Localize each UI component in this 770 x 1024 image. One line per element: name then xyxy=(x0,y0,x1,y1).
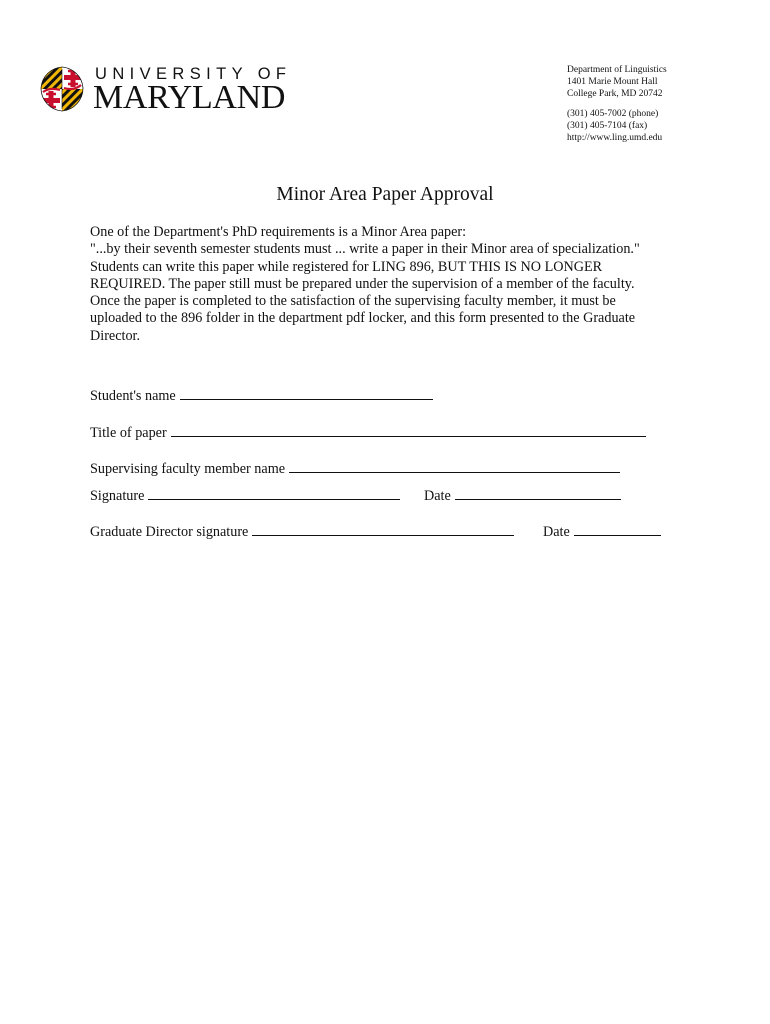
supervising-faculty-label: Supervising faculty member name xyxy=(90,461,286,477)
student-name-field[interactable] xyxy=(180,387,433,400)
signature-date-label: Date xyxy=(424,488,451,504)
graduate-director-date-label: Date xyxy=(543,524,570,540)
intro-line: Director. xyxy=(90,327,141,344)
logo-university-of: UNIVERSITY OF xyxy=(95,65,292,83)
graduate-director-row xyxy=(90,523,514,541)
intro-line: "...by their seventh semester students must ... write a paper in their Minor area of specialization." xyxy=(90,241,640,258)
title-of-paper-row xyxy=(90,424,646,442)
graduate-director-signature-field[interactable] xyxy=(252,523,514,536)
intro-line: Once the paper is completed to the satisfaction of the supervising faculty member, it must be xyxy=(90,293,616,310)
student-name-label: Student's name xyxy=(90,388,176,404)
signature-label: Signature xyxy=(90,488,145,504)
graduate-director-date-row xyxy=(543,523,661,541)
intro-line: One of the Department's PhD requirements is a Minor Area paper: xyxy=(90,224,467,240)
maryland-flag-seal-icon xyxy=(40,66,84,112)
intro-line: uploaded to the 896 folder in the department pdf locker, and this form presented to the Graduate xyxy=(90,310,636,327)
title-of-paper-label: Title of paper xyxy=(90,425,167,441)
graduate-director-label: Graduate Director signature xyxy=(90,524,249,540)
address-city: College Park, MD 20742 xyxy=(567,89,663,100)
address-department: Department of Linguistics xyxy=(567,65,667,75)
address-phone: (301) 405-7002 (phone) xyxy=(567,108,659,119)
intro-line: Students can write this paper while registered for LING 896, BUT THIS IS NO LONGER xyxy=(90,258,603,275)
supervising-faculty-field[interactable] xyxy=(289,460,620,473)
intro-line: REQUIRED. The paper still must be prepared under the supervision of a member of the faculty. xyxy=(90,275,635,292)
title-of-paper-field[interactable] xyxy=(171,424,646,437)
signature-date-row xyxy=(424,487,621,505)
logo-maryland: MARYLAND xyxy=(93,79,286,116)
signature-field[interactable] xyxy=(148,487,400,500)
signature-date-field[interactable] xyxy=(455,487,621,500)
student-name-row xyxy=(90,387,433,405)
graduate-director-date-field[interactable] xyxy=(574,523,661,536)
address-street: 1401 Marie Mount Hall xyxy=(567,77,658,88)
intro-paragraph xyxy=(90,224,690,345)
department-address xyxy=(567,64,667,144)
address-fax: (301) 405-7104 (fax) xyxy=(567,120,648,131)
address-spacer xyxy=(567,101,667,108)
address-website-link[interactable]: http://www.ling.umd.edu xyxy=(567,133,663,144)
form-title: Minor Area Paper Approval xyxy=(276,184,494,205)
signature-row xyxy=(90,487,400,505)
supervising-faculty-row xyxy=(90,460,620,478)
university-logo xyxy=(40,64,310,116)
